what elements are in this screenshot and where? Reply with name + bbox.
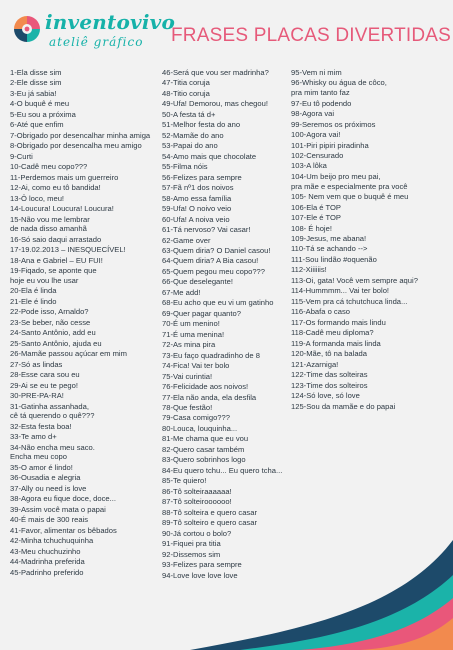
list-item: 121-Azarniga! (291, 359, 339, 369)
list-item: 104-Um beijo pro meu pai, pra mãe e especialmente pra você (291, 171, 408, 191)
list-item: 23-Se beber, não cesse (10, 317, 91, 327)
list-item: 55-Filma nóis (162, 162, 208, 172)
list-item: 95-Vem ni mim (291, 68, 342, 77)
page-title: FRASES PLACAS DIVERTIDAS (171, 25, 452, 46)
list-item: 25-Santo Antônio, ajuda eu (10, 338, 102, 348)
brand-subtitle: ateliê gráfico (49, 35, 144, 49)
list-item: 125-Sou da mamãe e do papai (291, 401, 396, 411)
list-item: 4-O buquê é meu (10, 99, 70, 109)
list-item: 49-Ufa! Demorou, mas chegou! (162, 99, 268, 109)
list-item: 24-Santo Antônio, add eu (10, 328, 96, 338)
list-item: 47-Titia coruja (162, 78, 210, 88)
list-item: 86-Tô solteiraaaaaa! (162, 486, 232, 496)
list-item: 87-Tô solteiroooooo! (162, 497, 232, 507)
list-item: 46-Será que vou ser madrinha? (162, 68, 269, 77)
list-item: 51-Melhor festa do ano (162, 120, 241, 130)
list-item: 88-Tô solteira e quero casar (162, 507, 257, 517)
list-item: 69-Quer pagar quanto? (162, 308, 241, 318)
list-item: 17-19.02.2013 – INESQUECÍVEL! (10, 245, 126, 255)
phrase-column-3 (291, 68, 418, 412)
list-item: 103-A lôka (291, 161, 327, 171)
list-item: 100-Agora vai! (291, 130, 341, 140)
list-item: 112-Xiiiiiis! (291, 265, 327, 275)
list-item: 66-Que deselegante! (162, 277, 233, 287)
list-item: 45-Padrinho preferido (10, 567, 84, 577)
list-item: 5-Eu sou a próxima (10, 109, 76, 119)
list-item: 90-Já cortou o bolo? (162, 528, 232, 538)
list-item: 52-Mamãe do ano (162, 130, 224, 140)
list-item: 117-Os formando mais lindu (291, 317, 386, 327)
list-item: 7-Obrigado por desencalhar minha amiga (10, 130, 151, 140)
list-item: 106-Ela é TOP (291, 202, 341, 212)
list-item: 96-Whisky ou água de côco, pra mim tanto faz (291, 78, 387, 98)
list-item: 94-Love love love love (162, 570, 238, 580)
list-item: 11-Perdemos mais um guerreiro (10, 172, 119, 182)
list-item: 35-O amor é lindo! (10, 462, 73, 472)
list-item: 73-Eu faço quadradinho de 8 (162, 350, 260, 360)
list-item: 84-Eu quero tchu... Eu quero tcha... (162, 465, 283, 475)
list-item: 72-As mina pira (162, 340, 216, 350)
list-item: 92-Dissemos sim (162, 549, 221, 559)
list-item: 85-Te quiero! (162, 476, 207, 486)
list-item: 71-É uma menina! (162, 329, 225, 339)
list-item: 115-Vem pra cá tchutchuca linda... (291, 296, 408, 306)
list-item: 83-Quero sobrinhos logo (162, 455, 246, 465)
list-item: 62-Game over (162, 235, 211, 245)
list-item: 29-Ai se eu te pego! (10, 380, 78, 390)
list-item: 31-Gatinha assanhada, cê tá querendo o quê??? (10, 401, 95, 421)
list-item: 22-Pode isso, Arnaldo? (10, 307, 89, 317)
list-item: 3-Eu já sabia! (10, 88, 57, 98)
list-item: 8-Obrigado por desencalha meu amigo (10, 141, 142, 151)
list-item: 67-Me add! (162, 287, 201, 297)
list-item: 81-Me chama que eu vou (162, 434, 249, 444)
list-item: 27-Só as lindas (10, 359, 63, 369)
list-item: 43-Meu chuchuzinho (10, 546, 81, 556)
list-item: 79-Casa comigo??? (162, 413, 230, 423)
list-item: 42-Minha tchuchuquinha (10, 536, 94, 546)
list-item: 39-Assim você mata o papai (10, 504, 106, 514)
list-item: 113-Oi, gata! Você vem sempre aqui? (291, 275, 418, 285)
list-item: 119-A formanda mais linda (291, 338, 381, 348)
list-item: 37-Ally ou need is love (10, 483, 87, 493)
list-item: 50-A festa tá d+ (162, 109, 216, 119)
list-item: 18-Ana e Gabriel – EU FUI! (10, 255, 103, 265)
list-item: 65-Quem pegou meu copo??? (162, 266, 266, 276)
list-item: 74-Fica! Vai ter bolo (162, 361, 230, 371)
list-item: 110-Tá se achando --> (291, 244, 368, 254)
list-item: 41-Favor, alimentar os bêbados (10, 525, 117, 535)
list-item: 40-É mais de 300 reais (10, 515, 89, 525)
list-item: 60-Ufa! A noiva veio (162, 214, 230, 224)
list-item: 20-Ela é linda (10, 286, 57, 296)
list-item: 26-Mamãe passou açúcar em mim (10, 349, 127, 359)
list-item: 116-Abafa o caso (291, 307, 350, 317)
list-item: 109-Jesus, me abana! (291, 234, 367, 243)
list-item: 80-Louca, louquinha... (162, 423, 238, 433)
list-item: 21-Ele é lindo (10, 296, 57, 306)
logo-swirl-icon (12, 14, 42, 44)
list-item: 70-É um menino! (162, 319, 220, 329)
list-item: 93-Felizes para sempre (162, 560, 242, 570)
list-item: 38-Agora eu fique doce, doce... (10, 494, 116, 504)
list-item: 36-Ousadia e alegria (10, 473, 81, 483)
list-item: 57-Fã nº1 dos noivos (162, 183, 234, 193)
list-item: 89-Tô solteiro e quero casar (162, 518, 257, 528)
list-item: 59-Ufa! O noivo veio (162, 204, 232, 214)
list-item: 114-Hummmm... Vai ter bolo! (291, 286, 390, 296)
list-item: 34-Não encha meu saco. Encha meu copo (10, 442, 95, 462)
list-item: 99-Seremos os próximos (291, 119, 376, 129)
list-item: 75-Vai curintia! (162, 371, 213, 381)
list-item: 91-Fiquei pra titia (162, 539, 221, 549)
list-item: 102-Censurado (291, 151, 344, 160)
list-item: 120-Mãe, tô na balada (291, 349, 367, 359)
list-item: 122-Time das solteiras (291, 370, 368, 380)
list-item: 30-PRE-PA-RA! (10, 391, 64, 401)
list-item: 64-Quem diria? A Bia casou! (162, 256, 259, 266)
list-item: 63-Quem diria? O Daniel casou! (162, 245, 271, 255)
list-item: 15-Não vou me lembrar de nada disso amanhã (10, 214, 90, 234)
list-item: 77-Ela não anda, ela desfila (162, 392, 257, 402)
list-item: 105- Nem vem que o buquê é meu (291, 192, 409, 202)
list-item: 68-Eu acho que eu vi um gatinho (162, 298, 274, 308)
list-item: 76-Felicidade aos noivos! (162, 382, 249, 392)
list-item: 123-Time dos solteiros (291, 380, 368, 390)
list-item: 14-Loucura! Loucura! Loucura! (10, 204, 114, 214)
list-item: 111-Sou lindão #oquenão (291, 254, 377, 264)
list-item: 12-Ai, como eu tô bandida! (10, 183, 101, 193)
header (0, 0, 453, 60)
list-item: 78-Que festão! (162, 403, 213, 412)
brand-logo-text: inventovivo (45, 10, 175, 34)
list-item: 61-Tá nervoso? Vai casar! (162, 225, 251, 235)
list-item: 58-Amo essa família (162, 193, 232, 203)
list-item: 48-Titio coruja (162, 88, 210, 98)
list-item: 9-Curti (10, 151, 33, 161)
list-item: 1-Ela disse sim (10, 68, 62, 77)
list-item: 44-Madrinha preferida (10, 557, 85, 567)
list-item: 101-Piri pipiri piradinha (291, 140, 369, 150)
list-item: 16-Só saio daqui arrastado (10, 234, 102, 244)
list-item: 53-Papai do ano (162, 141, 218, 151)
list-item: 19-Fiqado, se aponte que hoje eu vou lhe usar (10, 266, 97, 285)
list-item: 54-Amo mais que chocolate (162, 151, 257, 161)
list-item: 107-Ele é TOP (291, 213, 341, 223)
list-item: 98-Agora vai (291, 109, 335, 119)
list-item: 118-Cadê meu diploma? (291, 328, 374, 338)
list-item: 124-Só love, só love (291, 391, 360, 401)
list-item: 2-Ele disse sim (10, 78, 62, 88)
list-item: 56-Felizes para sempre (162, 172, 242, 182)
list-item: 82-Quero casar também (162, 444, 245, 454)
list-item: 28-Esse cara sou eu (10, 370, 80, 380)
list-item: 108- É hoje! (291, 223, 332, 233)
list-item: 32-Esta festa boa! (10, 421, 72, 431)
list-item: 33-Te amo d+ (10, 432, 57, 442)
list-item: 10-Cadê meu copo??? (10, 162, 88, 172)
list-item: 6-Até que enfim (10, 120, 64, 130)
decorative-waves (0, 500, 453, 650)
list-item: 13-Ô loco, meu! (10, 193, 65, 203)
list-item: 97-Eu tô podendo (291, 98, 352, 108)
